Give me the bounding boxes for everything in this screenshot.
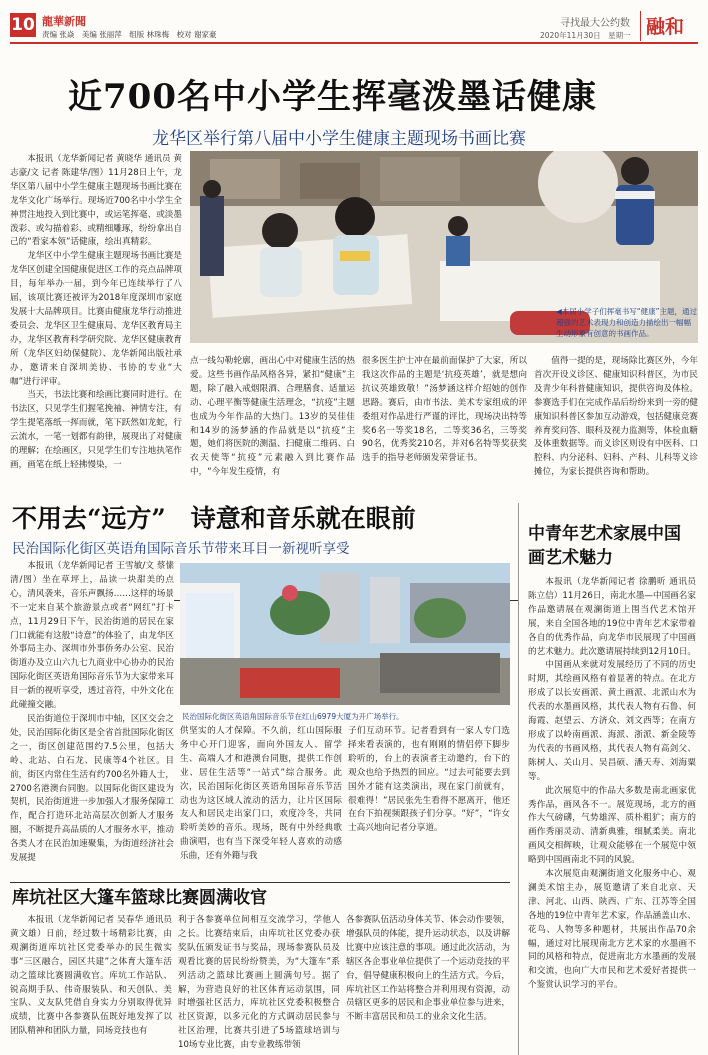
article2-body-left: 本报讯（龙华新闻记者 王雪敏/文 蔡愫清/图）坐在草坪上，品读一块甜美的点心，清风袭来，音乐声飘扬……这样的场景不一定来自某个旅游景点或者“网红”打卡点，11月29日下午，民治街道的居民在家门口就能有这般“诗意”的体验了，由龙华区外事局主办、深圳市外事侨务办公室、民治街道办及立山六九七九商业中心协办的民治国际化街区英语角国际音乐节为大家带来耳目一新的视听享受，透过音符，中外文化在此碰撞交融。 民治街道位于深圳市中轴，区区交会之处，民治国际化街区是全省首批国际化街区之一，街区创建范围约7.5公里，包括大岭、北站、白石龙、民康等4个社区。目前，街区内常住生活有约700名外籍人士，2700名港澳台同胞。以国际化街区建设为契机，民治街道进一步加强人才服务保障工作，配合打造环北站高层次创新人才服务圈，不断提升高品质的人才服务水平，推动各类人才在民治加速聚集，为街道经济社会发展提 — [10, 560, 174, 880]
article4-body-col2: 利于各参赛单位间相互交流学习，学他人之长。比赛结束后，由库坑社区党委办获奖队伍颁发证书与奖品，现场参赛队员及观看比赛的居民纷纷赞美，为“大篷车”系列活动之篮球比赛画上圆满句号。据了解，为营造良好的社区体育运动氛围，同时增强社区活力，库坑社区党委积极整合社区资源，以多元化的方式调动居民参与社区治理，比赛共引进了5场篮球培训与10场专业比赛，由专业教练带领 — [178, 915, 340, 1051]
article4-body-col1: 本报讯（龙华新闻记者 吴春华 通讯员 黄文雄）日前，经过数十场精彩比赛，由观澜街道库坑社区党委举办的民生微实事“三区融合，园区共建”之体育大篷车活动之篮球比赛圆满收官。库坑工作站队、锐高期手队、伟奇服装队、和天创队、美宝队、义友队凭借自身实力分别取得优异成绩，比赛中各参赛队伍既好地发挥了以团队精神和团队力量，同场竞技也有 — [10, 915, 172, 1037]
article2-body-col3: 子们互动环节。记者看到有一家人专门选择来看表演的，也有刚刚的情侣停下脚步聆听的，台上的表演者主动邀约，台下的观众也给予热烈的回应。“过去可能要去到国外才能有这类演出，现在家门前就有，很难得！”居民张先生看得不愿离开，他还在台下拍视频跟孩子们分享。“好”，“许女士高兴地向记者分享道。 — [348, 725, 510, 880]
page-number: 10 — [11, 15, 35, 35]
article1-headline: 近700名中小学生挥毫泼墨话健康 — [68, 77, 597, 117]
issue-date: 2020年11月30日 星期一 — [540, 31, 631, 40]
article2-photo — [180, 563, 510, 705]
article1-body-col3: 很多医生护士冲在最前面保护了大家，所以我这次作品的主题是‘抗疫英雄’，就是想向抗议英雄致敬！”汤梦涵这样介绍她的创作思路。赛后，由市书法、美术专家组成的评委组对作品进行严谨的评比，现场决出特等奖6名一等奖18名，二等奖36名，三等奖90名，优秀奖210名，并对6名特等奖获奖选手的指导老师颁发荣誉证书。 — [362, 356, 527, 464]
article2-headline: 不用去“远方” 诗意和音乐就在眼前 — [12, 503, 512, 535]
divider-2 — [10, 882, 510, 883]
slogan: 寻找最大公约数 — [560, 18, 630, 29]
article3-body: 本报讯（龙华新闻记者 徐鹏昕 通讯员 陈立信）11月26日，南北水墨—中国画名家作品邀请展在观澜街道上围当代艺术馆开展，来自全国各地的19位中青年艺术家带着各自的优秀作品，向龙华市民展现了中国画的艺术魅力。此次邀请展持续到12月10日。 中国画从来就对发展经历了不同的历史时期，其绘画风格有着显著的特点。在北方形成了以长安画派、黄土画派、北派山水为代表的水墨画风格，其代表人物有石鲁、何海霞、赵望云、方济众、刘文西等；在南方形成了以岭南画派、海派、浙派、新金陵等为代表的书画风格，其代表人物有高剑父、陈树人、关山月、吴昌硕、潘天寿、刘海粟等。 此次展览中的作品大多数是南北画家优秀作品，画风各不一。展览现场，北方的画作大气磅礴，气势雄浑、质朴粗犷；南方的画作秀丽灵动、清新典雅，细腻柔美。南北画风交相辉映，让观众能够在一个展览中领略到中国画南北不同的风貌。 本次展览由观澜街道文化服务中心、观澜美术馆主办，展览邀请了来自北京、天津、河北、山西、陕西、广东、江苏等全国各地的19位中青年艺术家，作品涵盖山水、花鸟、人物等多种题材，共展出作品70余幅，通过对比展现南北方艺术家的水墨画不同的风格和特点，促进南北方水墨画的发展和交流，也向广大市民和艺术爱好者提供一个鉴赏认识学习的平台。 — [528, 577, 696, 991]
article2-body-col2: 供坚实的人才保障。不久前，红山国际服务中心开门迎客，面向外国友人、留学生、高端人才和港澳台同胞，提供工作创业、居住生活等“一站式”综合服务。此次，民治国际化街区英语角国际音乐节活动也为这区域人流动的活力，让片区国际友人和居民走出家门口，欢度冷冬，共同聆听美妙的音乐。现场，既有中外经典歌曲演唱，也有当下深受年轻人喜欢的动感乐曲，还有外籍与我 — [180, 725, 342, 880]
section-name: 融和 — [646, 16, 685, 38]
paper-name: 龍華新聞 — [42, 15, 86, 28]
header-rule — [10, 42, 698, 44]
article2-photo-caption: 民治国际化街区英语角国际音乐节在红山6979大厦为开广场举行。 — [182, 711, 510, 722]
header-divider — [640, 11, 641, 41]
article1-body-col4: 值得一提的是，现场除比赛区外，今年首次开设义诊区、健康知识科普区，为市民及青少年科普健康知识，提供咨询及体检。参赛选手们在完成作品后纷纷来到一旁的健康知识科普区参加互动游戏，包括健康竞赛养育奖问答、眼科及视力监测等，体检血糖及体重数据等。而义诊区则设有中医科、口腔科、内分泌科、妇科、产科、儿科等义诊摊位，为家长提供咨询和帮助。 — [534, 356, 698, 478]
page-header — [0, 0, 708, 44]
article1-subhead: 龙华区举行第八届中小学生健康主题现场书画比赛 — [152, 129, 526, 149]
article4-body-col3: 各参赛队伍活动身体关节、体会动作要领，增强队员的体能，提升运动状态，以及讲解比赛中应该注意的事项。通过此次活动，为辖区各企事业单位提供了一个运动竞技的平台，倡导健康积极向上的生活方式。今后，库坑社区工作站将整合并利用现有资源，动员辖区更多的居民和企事业单位参与进来，不断丰富居民和员工的业余文化生活。 — [346, 915, 510, 1023]
article1-body-left: 本报讯（龙华新闻记者 黄晓华 通讯员 黄志豪/文 记者 陈建华/图）11月28日上午，龙华区第八届中小学生健康主题现场书画比赛在龙华文化广场举行。现场近700名中小学生全神贯注地投入到比赛中，或运笔挥毫、或淡墨泼彩、或勾描着彩、或精细雕琢，纷纷拿出自己的“看家本领”话健康，绘出真精彩。 龙华区中小学生健康主题现场书画比赛是龙华区创建全国健康促进区工作的亮点品牌项目，每年举办一届，到今年已连续举行了八届，该项比赛还被评为2018年度深圳市家庭发展十大品牌项目。比赛由健康龙华行动推进委员会、龙华区卫生健康局、龙华区教育局主办，龙华区教育科学研究院、龙华区健康教育所（龙华区妇幼保健院）、龙华新闻出版社承办，邀请来自深圳美协、书协的专业“大咖”进行评审。 当天，书法比赛和绘画比赛同时进行。在书法区，只见学生们握笔挽袖、神情专注，有学生提笔落纸一挥而就，笔下跃然如龙蛇，行云流水，一笔一划都有韵律，展现出了对健康的理解；在绘画区，只见学生们专注地执笔作画，画笔在纸上轻拂慢染，一 — [10, 154, 182, 470]
editors-line: 责编 张焱 美编 张丽萍 组版 林珠梅 校对 谢家豪 — [42, 30, 217, 39]
article1-body-col2: 点一线勾勒轮廓，画出心中对健康生活的热爱。这些书画作品风格各异，紧扣“健康”主题，除了融入戒烟限酒、合理膳食、适量运动、心理平衡等健康生活理念，“抗疫”主题也成为今年作品的大热门。13岁的吴佳佳和14岁的汤梦涵的作品就是以“抗疫”主题，她们将医院的测温、扫健康二维码、白衣天使等“抗疫”元素融入到比赛作品中，“今年发生疫情，有 — [190, 356, 355, 478]
article1-photo-caption: ◀本届小学子们挥毫书写“健康”主题，通过超强的艺术表现力和创造力描绘出一幅幅生动形象有创意的书画作品。 — [556, 307, 698, 338]
article4-headline: 库坑社区大篷车篮球比赛圆满收官 — [12, 888, 267, 908]
article2-subhead: 民治国际化街区英语角国际音乐节带来耳目一新视听享受 — [12, 537, 512, 557]
article3-headline: 中青年艺术家展中国画艺术魅力 — [528, 524, 681, 568]
